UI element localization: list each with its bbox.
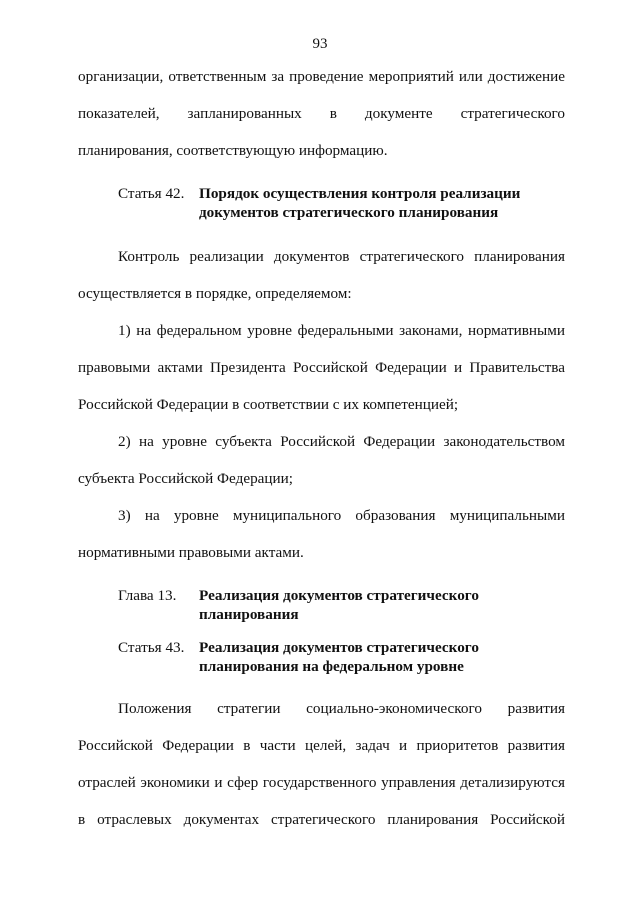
article-42-item-3: 3) на уровне муниципального образования муниципальными нормативными правовыми актами. [78,507,565,561]
chapter-13-label: Глава 13. [118,587,177,604]
article-43-text: Положения стратегии социально-экономического развития Российской Федерации в части целей, задач и приоритетов развития отраслей экономики и сфер государственного управления детализируются в отраслевых документах стратегического планирования Российской [78,700,565,828]
article-43-label: Статья 43. [118,639,185,656]
page-number: 93 [312,36,328,52]
article-42-heading [118,184,565,222]
article-42-item-1: 1) на федеральном уровне федеральными законами, нормативными правовыми актами Президента Российской Федерации и Правительства Российской Федерации в соответствии с их компетенцией; [78,322,565,413]
paragraph-continuation: организации, ответственным за проведение мероприятий или достижение показателей, запланированных в документе стратегического планирования, соответствующую информацию. [78,68,565,159]
article-42-title: Порядок осуществления контроля реализации документов стратегического планирования [199,185,521,221]
chapter-13-title: Реализация документов стратегического планирования [199,587,479,623]
article-42-intro: Контроль реализации документов стратегического планирования осуществляется в порядке, определяемом: [78,248,565,302]
article-42-item-2: 2) на уровне субъекта Российской Федерации законодательством субъекта Российской Федерации; [78,433,565,487]
page-content [78,58,565,838]
article-43-heading [118,638,565,676]
article-42-label: Статья 42. [118,185,185,202]
article-43-title: Реализация документов стратегического планирования на федеральном уровне [199,639,479,675]
chapter-13-heading [118,586,565,624]
